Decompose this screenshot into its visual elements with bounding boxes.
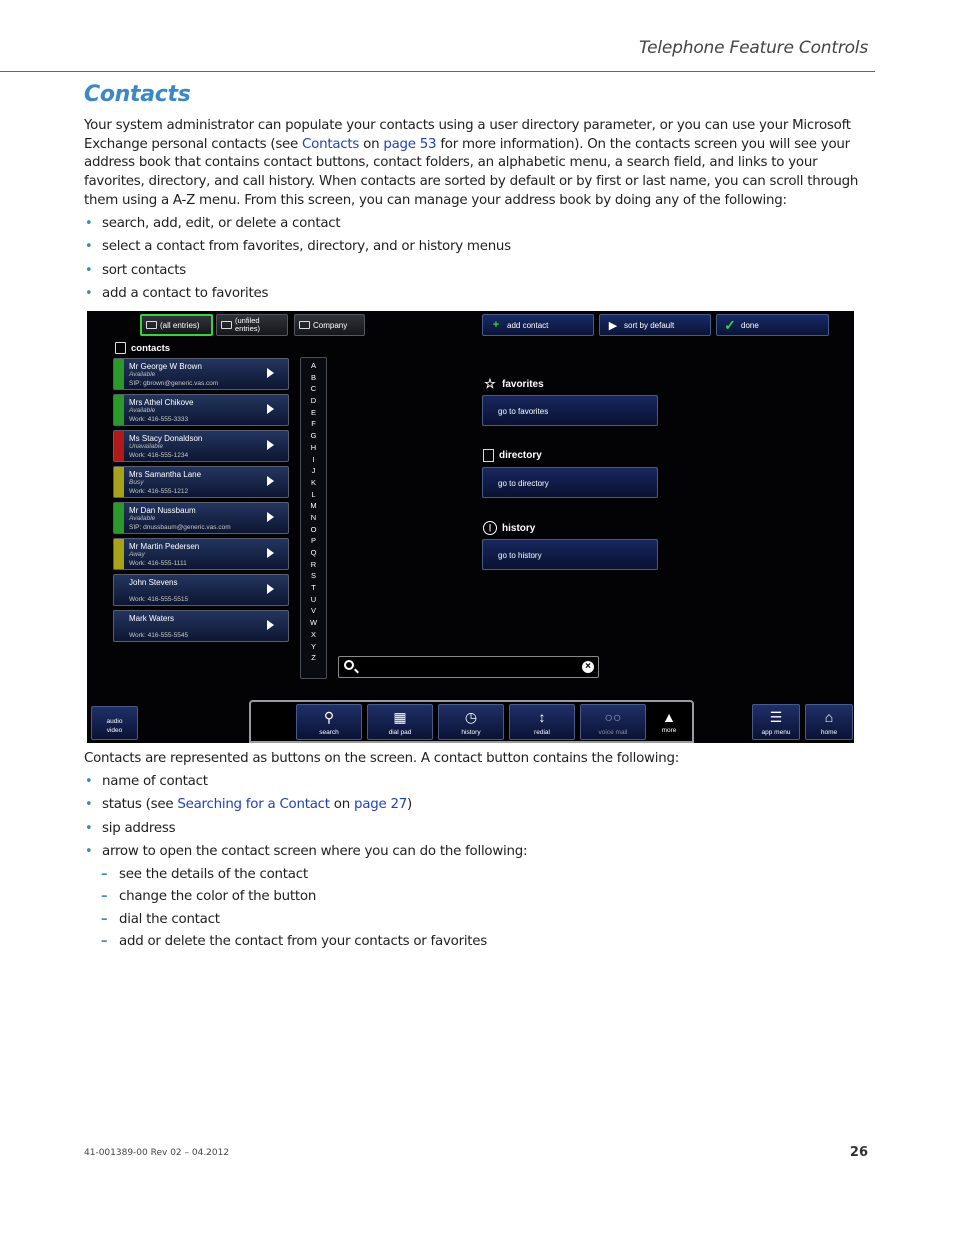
list-icon: ☰	[769, 709, 783, 725]
folder-label: Company	[313, 320, 348, 330]
contact-status: Available	[129, 407, 156, 414]
search-field[interactable]	[338, 656, 599, 678]
unfiled-entries-folder-button[interactable]	[216, 314, 288, 336]
alphabet-letter[interactable]: S	[310, 571, 316, 581]
alphabet-letter[interactable]: Z	[311, 653, 316, 663]
list-item-text: name of contact	[102, 774, 208, 789]
directory-heading-label: directory	[499, 450, 542, 461]
address-book-icon	[115, 342, 126, 354]
dash-icon: –	[101, 889, 108, 905]
status-color-bar	[114, 575, 124, 605]
alphabet-letter[interactable]: O	[310, 524, 317, 534]
search-icon	[344, 660, 354, 670]
contact-status: Away	[129, 551, 145, 558]
list-item-text: dial the contact	[119, 911, 220, 927]
contact-name: Mr Dan Nussbaum	[129, 506, 196, 515]
list-item-text: search, add, edit, or delete a contact	[102, 216, 341, 231]
contact-sip: SIP: dnussbaum@generic.vas.com	[129, 524, 231, 531]
list-item-text: sort contacts	[102, 262, 187, 278]
folder-label: (all entries)	[160, 320, 200, 330]
folder-icon	[299, 321, 310, 329]
list-item-text: )	[407, 797, 412, 813]
magnifier-icon: ⚲	[323, 709, 335, 725]
contact-status: Available	[129, 515, 156, 522]
list-item	[84, 238, 870, 261]
contact-sip: Work: 416-555-5545	[129, 632, 189, 639]
section-title: Contacts	[84, 82, 191, 107]
alphabet-letter[interactable]: J	[311, 466, 316, 476]
contact-button[interactable]	[113, 574, 289, 606]
open-contact-arrow-icon[interactable]	[267, 584, 274, 594]
keypad-icon: ▦	[393, 709, 407, 725]
add-contact-label: add contact	[507, 320, 549, 330]
go-to-favorites-button[interactable]: go to favorites	[482, 395, 658, 426]
alphabet-letter[interactable]: K	[310, 477, 316, 487]
list-item-text: status (see	[102, 797, 178, 813]
intro-text-3: for more information). On the contacts screen you will see your address book that contains contact buttons, contact folders, an alphabetic menu, a search field, and links to your favorites, directory, and call history. When contacts are sorted by default or by first or last name, you can scroll through them using a A-Z menu. From this screen, you can manage your address book by doing any of the following:	[84, 136, 859, 208]
contact-button[interactable]	[113, 358, 289, 390]
favorites-heading-label: favorites	[502, 378, 544, 390]
bullet-icon: •	[85, 843, 93, 859]
dash-icon: –	[101, 867, 108, 883]
dash-icon: –	[101, 933, 108, 949]
document-id: 41-001389-00 Rev 02 – 04.2012	[84, 1148, 230, 1158]
contacts-heading	[115, 342, 170, 354]
contact-button[interactable]	[113, 430, 289, 462]
audio-video-label: audio	[106, 718, 123, 725]
folder-label-line: entries)	[235, 324, 261, 333]
list-item	[84, 285, 870, 308]
sort-button[interactable]	[599, 314, 711, 336]
alphabet-letter[interactable]: N	[310, 512, 317, 522]
status-color-bar	[114, 539, 124, 569]
home-button-label: home	[820, 729, 838, 736]
list-item-text: add a contact to favorites	[102, 285, 269, 301]
contact-button[interactable]	[113, 466, 289, 498]
list-item	[84, 773, 870, 796]
clock-icon: |	[483, 521, 497, 535]
list-item	[84, 820, 870, 843]
search-button[interactable]	[296, 704, 362, 740]
alphabet-letter[interactable]: B	[310, 372, 316, 382]
done-label: done	[741, 320, 759, 330]
running-header: Telephone Feature Controls	[639, 38, 868, 58]
open-contact-arrow-icon[interactable]	[267, 548, 274, 558]
alphabet-letter[interactable]: U	[310, 594, 317, 604]
open-contact-arrow-icon[interactable]	[267, 368, 274, 378]
status-color-bar	[114, 359, 124, 389]
header-rule	[0, 71, 875, 72]
searching-for-contact-link[interactable]: Searching for a Contact	[177, 797, 330, 813]
contact-name: Mr George W Brown	[129, 362, 202, 371]
contact-name: John Stevens	[129, 578, 178, 587]
play-icon: ▶	[608, 319, 618, 332]
folder-label-line: (unfiled	[235, 316, 260, 325]
status-color-bar	[114, 467, 124, 497]
history-button-label: history	[461, 729, 481, 736]
directory-book-icon	[483, 449, 494, 462]
app-menu-button-label: app menu	[761, 729, 791, 736]
contacts-heading-label: contacts	[131, 342, 171, 354]
history-heading-label: history	[502, 522, 536, 534]
list-item	[84, 796, 870, 819]
home-icon: ⌂	[824, 709, 834, 725]
intro-paragraph	[84, 117, 870, 211]
bullet-icon: •	[85, 285, 93, 301]
contact-sip: Work: 416-555-3333	[129, 416, 189, 423]
clear-icon[interactable]: ×	[582, 661, 594, 673]
contact-sip: Work: 416-555-5515	[129, 596, 189, 603]
alphabet-letter[interactable]: T	[311, 583, 316, 593]
more-button-label: more	[661, 727, 677, 734]
list-item	[84, 215, 870, 238]
voice-mail-button[interactable]	[580, 704, 646, 740]
contact-status: Available	[129, 371, 156, 378]
contact-button[interactable]	[113, 502, 289, 534]
alphabet-letter[interactable]: M	[310, 501, 317, 511]
contact-button[interactable]	[113, 394, 289, 426]
contact-button[interactable]	[113, 610, 289, 642]
dial-pad-button-label: dial pad	[388, 729, 412, 736]
contact-status: Unavailable	[129, 443, 163, 450]
list-item-text: on	[329, 797, 354, 813]
history-button[interactable]	[438, 704, 504, 740]
dash-icon: –	[101, 911, 108, 927]
more-button[interactable]	[651, 707, 687, 741]
alphabet-letter[interactable]: W	[309, 618, 318, 628]
page-number: 26	[849, 1145, 868, 1160]
contact-name: Mark Waters	[129, 614, 175, 623]
alphabet-letter[interactable]: A	[310, 361, 316, 370]
page-53-link[interactable]: page 53	[383, 136, 437, 152]
contact-sip: Work: 416-555-1234	[129, 452, 189, 459]
bullet-icon: •	[85, 774, 93, 789]
contact-sip: SIP: gbrown@generic.vas.com	[129, 380, 219, 387]
bullet-icon: •	[85, 239, 93, 255]
contacts-screenshot	[87, 311, 854, 743]
contacts-link[interactable]: Contacts	[302, 136, 360, 152]
contact-sip: Work: 416-555-1111	[129, 560, 187, 567]
list-item	[84, 262, 870, 285]
list-item	[84, 843, 870, 866]
bullet-icon: •	[85, 820, 93, 836]
open-contact-arrow-icon[interactable]	[267, 476, 274, 486]
alphabet-letter[interactable]: C	[310, 384, 317, 394]
sub-list-item	[84, 911, 870, 933]
all-entries-folder-button[interactable]	[140, 314, 213, 336]
redial-button[interactable]	[509, 704, 575, 740]
go-to-history-button[interactable]: go to history	[482, 539, 658, 570]
alphabet-letter[interactable]: R	[310, 559, 317, 569]
alphabet-letter[interactable]: F	[311, 419, 316, 429]
sub-list-item	[84, 866, 870, 888]
favorites-heading	[483, 377, 544, 391]
contact-name: Mrs Athel Chikove	[129, 398, 194, 407]
contact-status: Busy	[129, 479, 144, 486]
open-contact-arrow-icon[interactable]	[267, 404, 274, 414]
up-triangle-icon: ▲	[662, 709, 676, 725]
sort-label: sort by default	[624, 320, 675, 330]
alphabet-letter[interactable]: H	[310, 442, 317, 452]
list-item-text: change the color of the button	[119, 889, 317, 905]
voicemail-icon: ○○	[604, 709, 622, 725]
alphabet-letter[interactable]: Y	[310, 641, 316, 651]
contact-name: Mr Martin Pedersen	[129, 542, 200, 551]
alphabet-menu	[300, 357, 327, 679]
list-item-text: see the details of the contact	[119, 867, 308, 883]
alphabet-letter[interactable]: Q	[310, 548, 317, 557]
dial-pad-button[interactable]	[367, 704, 433, 740]
folder-label	[235, 317, 260, 333]
alphabet-letter[interactable]: L	[311, 489, 316, 499]
list-item-text: add or delete the contact from your contacts or favorites	[119, 933, 488, 949]
checkmark-icon: ✓	[724, 316, 736, 333]
search-button-label: search	[319, 729, 339, 736]
alphabet-letter[interactable]: D	[310, 396, 317, 406]
folder-icon	[221, 321, 232, 329]
done-button[interactable]	[716, 314, 829, 336]
redial-arrows-icon: ↕	[538, 709, 546, 725]
contact-name: Ms Stacy Donaldson	[129, 434, 203, 443]
home-button[interactable]	[805, 704, 853, 740]
list-item-text: select a contact from favorites, directory, and or history menus	[102, 239, 511, 255]
intro-text-1: Your system administrator can populate your contacts using a user directory parameter, or you can use your Microsoft Exchange personal contacts (see	[84, 118, 851, 152]
go-to-directory-button[interactable]: go to directory	[482, 467, 658, 498]
plus-icon: +	[492, 319, 500, 331]
bullet-icon: •	[85, 262, 93, 278]
bullet-icon: •	[85, 216, 93, 231]
redial-button-label: redial	[534, 729, 550, 736]
app-menu-button[interactable]	[752, 704, 800, 740]
clock-icon: ◷	[464, 709, 478, 725]
audio-video-label: video	[106, 727, 123, 734]
bullet-icon: •	[85, 797, 93, 813]
status-color-bar	[114, 611, 124, 641]
list-item-text: sip address	[102, 820, 176, 836]
alphabet-letter[interactable]: X	[310, 629, 316, 639]
alphabet-letter[interactable]: P	[310, 536, 316, 546]
alphabet-letter[interactable]: G	[310, 431, 317, 441]
alphabet-letter[interactable]: V	[310, 606, 316, 616]
open-contact-arrow-icon[interactable]	[267, 620, 274, 630]
list-item-text: arrow to open the contact screen where you can do the following:	[102, 843, 528, 859]
page-27-link[interactable]: page 27	[354, 797, 407, 813]
directory-heading	[483, 449, 542, 462]
status-color-bar	[114, 395, 124, 425]
audio-video-button[interactable]	[91, 706, 138, 740]
features-list	[84, 215, 870, 308]
add-contact-button[interactable]	[482, 314, 594, 336]
history-heading	[483, 521, 535, 535]
contact-button-parts-list	[84, 773, 870, 955]
voice-mail-button-label: voice mail	[598, 729, 628, 736]
status-color-bar	[114, 503, 124, 533]
star-icon: ☆	[484, 376, 496, 391]
contact-button-intro: Contacts are represented as buttons on the screen. A contact button contains the following:	[84, 751, 679, 766]
contact-button[interactable]	[113, 538, 289, 570]
alphabet-letter[interactable]: I	[312, 454, 315, 464]
intro-text-2: on	[359, 136, 384, 152]
open-contact-arrow-icon[interactable]	[267, 440, 274, 450]
sub-list-item	[84, 888, 870, 910]
open-contact-arrow-icon[interactable]	[267, 512, 274, 522]
alphabet-letter[interactable]: E	[310, 407, 316, 417]
sub-list-item	[84, 933, 870, 955]
status-color-bar	[114, 431, 124, 461]
contact-sip: Work: 416-555-1212	[129, 488, 189, 495]
contact-name: Mrs Samantha Lane	[129, 470, 202, 479]
folder-icon	[146, 321, 157, 329]
company-folder-button[interactable]	[294, 314, 365, 336]
